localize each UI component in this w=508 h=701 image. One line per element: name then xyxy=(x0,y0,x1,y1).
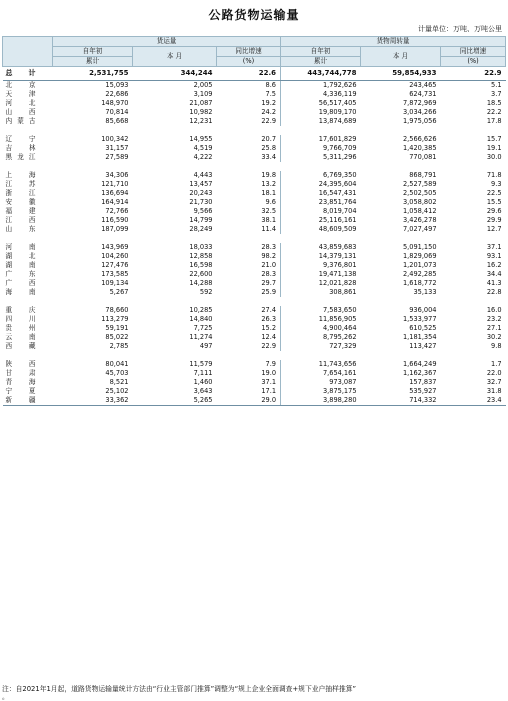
turnover-ytd: 7,654,161 xyxy=(281,369,361,378)
freight-yoy: 26.3 xyxy=(261,315,277,323)
turnover-month: 1,533,977 xyxy=(402,315,437,323)
header-cumulative-2: 累计 xyxy=(281,57,361,67)
header-pct-2: (%) xyxy=(441,57,506,67)
spacer-cell xyxy=(3,351,506,360)
region-name: 广西 xyxy=(5,279,36,287)
turnover-ytd: 308,861 xyxy=(281,288,361,297)
table-row xyxy=(3,387,506,396)
turnover-ytd: 3,875,175 xyxy=(281,387,361,396)
turnover-month: 2,492,285 xyxy=(402,270,437,278)
page-title: 公路货物运输量 xyxy=(208,8,300,22)
freight-month: 21,087 xyxy=(189,99,213,107)
region-name: 青海 xyxy=(5,378,36,386)
freight-ytd: 80,041 xyxy=(105,360,129,368)
turnover-yoy: 15.7 xyxy=(486,135,502,143)
freight-ytd: 59,191 xyxy=(105,324,129,332)
table-row xyxy=(3,189,506,198)
freight-yoy: 9.6 xyxy=(265,198,277,206)
table-row xyxy=(3,360,506,369)
header-yoy-2: 同比增速 xyxy=(441,47,506,57)
header-month: 本 月 xyxy=(133,47,217,67)
header-freight: 货运量 xyxy=(53,37,281,47)
freight-yoy: 27.4 xyxy=(261,306,277,314)
freight-ytd: 121,710 xyxy=(101,180,129,188)
turnover-yoy: 3.7 xyxy=(491,90,502,98)
freight-yoy: 22.9 xyxy=(261,117,277,125)
table-row xyxy=(3,216,506,225)
turnover-yoy: 16.0 xyxy=(486,306,502,314)
freight-yoy: 25.9 xyxy=(261,288,277,296)
region-name: 新疆 xyxy=(3,396,53,406)
region-name: 河北 xyxy=(5,99,36,107)
turnover-month: 1,420,385 xyxy=(402,144,437,152)
unit-label: 计量单位：万吨、万吨公里 xyxy=(418,25,502,33)
freight-month: 592 xyxy=(199,288,213,296)
freight-month: 10,982 xyxy=(189,108,213,116)
turnover-yoy: 22.0 xyxy=(486,369,502,377)
freight-yoy: 29.7 xyxy=(261,279,277,287)
region-name: 陕西 xyxy=(5,360,36,368)
region-name: 山西 xyxy=(5,108,36,116)
region-name: 云南 xyxy=(5,333,36,341)
freight-ytd: 5,267 xyxy=(109,288,129,296)
table-row xyxy=(3,108,506,117)
turnover-yoy: 32.7 xyxy=(486,378,502,386)
freight-ytd: 113,279 xyxy=(101,315,129,323)
turnover-yoy: 16.2 xyxy=(486,261,502,269)
freight-yoy: 19.2 xyxy=(261,99,277,107)
freight-month: 7,725 xyxy=(193,324,213,332)
freight-ytd: 2,785 xyxy=(109,342,129,350)
total-label: 总 计 xyxy=(3,67,53,81)
table-row xyxy=(3,288,506,297)
turnover-ytd: 48,609,509 xyxy=(281,225,361,234)
turnover-ytd: 17,601,829 xyxy=(281,135,361,144)
turnover-yoy: 18.5 xyxy=(486,99,502,107)
table-row xyxy=(3,243,506,252)
freight-month: 11,274 xyxy=(189,333,213,341)
group-spacer xyxy=(3,162,506,171)
table-row xyxy=(3,333,506,342)
freight-ytd: 25,102 xyxy=(105,387,129,395)
spacer-cell xyxy=(3,234,506,243)
region-name: 江西 xyxy=(5,216,36,224)
freight-ytd: 31,157 xyxy=(105,144,129,152)
turnover-month: 535,927 xyxy=(409,387,437,395)
freight-ytd: 100,342 xyxy=(101,135,129,143)
group-spacer xyxy=(3,351,506,360)
freight-yoy: 15.2 xyxy=(261,324,277,332)
turnover-ytd: 25,116,161 xyxy=(281,216,361,225)
turnover-month: 157,837 xyxy=(409,378,437,386)
table-row xyxy=(3,270,506,279)
table-row xyxy=(3,90,506,99)
footnote-tail: 。 xyxy=(2,693,9,701)
turnover-yoy: 30.2 xyxy=(486,333,502,341)
table-row xyxy=(3,378,506,387)
freight-ytd: 136,694 xyxy=(101,189,129,197)
table-row xyxy=(3,315,506,324)
table-row xyxy=(3,225,506,234)
turnover-month: 770,081 xyxy=(409,153,437,161)
freight-month: 4,222 xyxy=(193,153,213,161)
freight-month: 14,955 xyxy=(189,135,213,143)
freight-month: 11,579 xyxy=(189,360,213,368)
turnover-ytd: 973,087 xyxy=(281,378,361,387)
turnover-month: 868,791 xyxy=(409,171,437,179)
region-name: 甘肃 xyxy=(5,369,36,377)
region-name: 四川 xyxy=(5,315,36,323)
header-pct: (%) xyxy=(217,57,281,67)
region-name: 上海 xyxy=(5,171,36,179)
header-cumulative: 累计 xyxy=(53,57,133,67)
region-name: 安徽 xyxy=(5,198,36,206)
turnover-yoy: 22.5 xyxy=(486,189,502,197)
freight-month: 14,840 xyxy=(189,315,213,323)
turnover-ytd: 5,311,296 xyxy=(281,153,361,162)
region-name: 河南 xyxy=(5,243,36,251)
turnover-ytd: 8,795,262 xyxy=(281,333,361,342)
table-row xyxy=(3,261,506,270)
freight-ytd: 143,969 xyxy=(101,243,129,251)
group-spacer xyxy=(3,297,506,306)
freight-yoy: 13.2 xyxy=(261,180,277,188)
freight-month: 497 xyxy=(199,342,213,350)
turnover-yoy: 27.1 xyxy=(486,324,502,332)
freight-yoy: 20.7 xyxy=(261,135,277,143)
table-row xyxy=(3,144,506,153)
turnover-month: 113,427 xyxy=(409,342,437,350)
turnover-yoy: 12.7 xyxy=(486,225,502,233)
freight-month: 4,443 xyxy=(193,171,213,179)
total-turnover-ytd: 443,744,778 xyxy=(281,67,361,81)
freight-ytd: 78,660 xyxy=(105,306,129,314)
freight-month: 14,799 xyxy=(189,216,213,224)
region-name: 广东 xyxy=(5,270,36,278)
freight-yoy: 98.2 xyxy=(261,252,277,260)
turnover-month: 1,162,367 xyxy=(402,369,437,377)
freight-month: 16,598 xyxy=(189,261,213,269)
spacer-cell xyxy=(3,126,506,135)
freight-month: 10,285 xyxy=(189,306,213,314)
table-row xyxy=(3,153,506,162)
turnover-ytd: 23,851,764 xyxy=(281,198,361,207)
header-ytd-2: 自年初 xyxy=(281,47,361,57)
turnover-month: 714,332 xyxy=(361,396,441,406)
freight-ytd: 148,970 xyxy=(101,99,129,107)
table-row xyxy=(3,135,506,144)
turnover-month: 610,525 xyxy=(409,324,437,332)
turnover-yoy: 23.4 xyxy=(441,396,506,406)
freight-month: 7,111 xyxy=(193,369,213,377)
turnover-ytd: 43,859,683 xyxy=(281,243,361,252)
region-name: 重庆 xyxy=(5,306,36,314)
freight-yoy: 18.1 xyxy=(261,189,277,197)
turnover-ytd: 16,547,431 xyxy=(281,189,361,198)
freight-ytd: 127,476 xyxy=(101,261,129,269)
region-name: 吉林 xyxy=(5,144,36,152)
freight-yoy: 38.1 xyxy=(261,216,277,224)
turnover-yoy: 29.9 xyxy=(486,216,502,224)
freight-yoy: 21.0 xyxy=(261,261,277,269)
freight-table xyxy=(2,36,506,406)
freight-month: 12,231 xyxy=(189,117,213,125)
turnover-ytd: 19,471,138 xyxy=(281,270,361,279)
region-name: 天津 xyxy=(5,90,36,98)
header-yoy: 同比增速 xyxy=(217,47,281,57)
turnover-month: 35,133 xyxy=(413,288,437,296)
region-name: 山东 xyxy=(5,225,36,233)
header-month-2: 本 月 xyxy=(361,47,441,67)
table-row xyxy=(3,180,506,189)
region-name: 内蒙古 xyxy=(5,117,36,125)
turnover-ytd: 4,336,119 xyxy=(281,90,361,99)
turnover-month: 1,829,069 xyxy=(402,252,437,260)
table-row xyxy=(3,369,506,378)
turnover-yoy: 22.8 xyxy=(486,288,502,296)
freight-month: 14,288 xyxy=(189,279,213,287)
table-row xyxy=(3,342,506,351)
footnote: 注：自2021年1月起，道路货物运输量统计方法由“行业主管部门推算”调整为“规上企业全面调查+规下业户抽样推算” xyxy=(2,685,357,693)
turnover-ytd: 7,583,650 xyxy=(281,306,361,315)
region-name: 福建 xyxy=(5,207,36,215)
table-row xyxy=(3,324,506,333)
freight-yoy: 11.4 xyxy=(261,225,277,233)
freight-yoy: 32.5 xyxy=(261,207,277,215)
freight-ytd: 173,585 xyxy=(101,270,129,278)
region-name: 浙江 xyxy=(5,189,36,197)
freight-yoy: 7.5 xyxy=(265,90,277,98)
freight-yoy: 24.2 xyxy=(261,108,277,116)
turnover-yoy: 31.8 xyxy=(486,387,502,395)
freight-month: 3,643 xyxy=(193,387,213,395)
turnover-ytd: 11,743,656 xyxy=(281,360,361,369)
freight-month: 3,109 xyxy=(193,90,213,98)
freight-ytd: 187,099 xyxy=(101,225,129,233)
turnover-yoy: 22.2 xyxy=(486,108,502,116)
freight-yoy: 19.8 xyxy=(261,171,277,179)
total-turnover-month: 59,854,933 xyxy=(361,67,441,81)
freight-ytd: 85,668 xyxy=(105,117,129,125)
turnover-ytd: 1,792,626 xyxy=(281,81,361,91)
region-name: 湖南 xyxy=(5,261,36,269)
freight-ytd: 27,589 xyxy=(105,153,129,161)
total-freight-ytd: 2,531,755 xyxy=(53,67,133,81)
freight-yoy: 12.4 xyxy=(261,333,277,341)
freight-yoy: 25.8 xyxy=(261,144,277,152)
turnover-month: 1,664,249 xyxy=(402,360,437,368)
freight-month: 18,033 xyxy=(189,243,213,251)
turnover-month: 5,091,150 xyxy=(402,243,437,251)
turnover-ytd: 12,021,828 xyxy=(281,279,361,288)
freight-ytd: 45,703 xyxy=(105,369,129,377)
turnover-month: 1,181,354 xyxy=(402,333,437,341)
turnover-yoy: 30.0 xyxy=(486,153,502,161)
freight-month: 9,566 xyxy=(193,207,213,215)
turnover-ytd: 13,874,689 xyxy=(281,117,361,126)
region-name: 海南 xyxy=(5,288,36,296)
turnover-month: 7,872,969 xyxy=(402,99,437,107)
freight-ytd: 164,914 xyxy=(101,198,129,206)
freight-ytd: 72,766 xyxy=(105,207,129,215)
spacer-cell xyxy=(3,297,506,306)
freight-ytd: 109,134 xyxy=(101,279,129,287)
freight-month: 1,460 xyxy=(193,378,213,386)
freight-yoy: 19.0 xyxy=(261,369,277,377)
freight-month: 4,519 xyxy=(193,144,213,152)
freight-yoy: 8.6 xyxy=(265,81,277,89)
table-row xyxy=(3,207,506,216)
freight-yoy: 28.3 xyxy=(261,243,277,251)
freight-month: 2,005 xyxy=(193,81,213,89)
table-row xyxy=(3,99,506,108)
turnover-yoy: 19.1 xyxy=(486,144,502,152)
turnover-yoy: 71.8 xyxy=(486,171,502,179)
freight-yoy: 22.9 xyxy=(261,342,277,350)
turnover-yoy: 37.1 xyxy=(486,243,502,251)
turnover-month: 243,465 xyxy=(409,81,437,89)
turnover-yoy: 93.1 xyxy=(486,252,502,260)
turnover-ytd: 11,856,905 xyxy=(281,315,361,324)
freight-month: 20,243 xyxy=(189,189,213,197)
spacer-cell xyxy=(3,162,506,171)
turnover-month: 3,058,802 xyxy=(402,198,437,206)
turnover-yoy: 23.2 xyxy=(486,315,502,323)
turnover-ytd: 14,379,131 xyxy=(281,252,361,261)
freight-month: 22,600 xyxy=(189,270,213,278)
table-row xyxy=(3,81,506,91)
table-row xyxy=(3,117,506,126)
turnover-ytd: 8,019,704 xyxy=(281,207,361,216)
turnover-ytd: 4,900,464 xyxy=(281,324,361,333)
turnover-month: 624,731 xyxy=(409,90,437,98)
group-spacer xyxy=(3,234,506,243)
turnover-yoy: 29.6 xyxy=(486,207,502,215)
turnover-ytd: 9,766,709 xyxy=(281,144,361,153)
turnover-month: 1,618,772 xyxy=(402,279,437,287)
region-name: 黑龙江 xyxy=(5,153,36,161)
turnover-month: 2,527,589 xyxy=(402,180,437,188)
freight-ytd: 70,814 xyxy=(105,108,129,116)
region-name: 江苏 xyxy=(5,180,36,188)
freight-month: 21,730 xyxy=(189,198,213,206)
turnover-month: 3,034,266 xyxy=(402,108,437,116)
turnover-month: 1,058,412 xyxy=(402,207,437,215)
turnover-yoy: 34.4 xyxy=(486,270,502,278)
turnover-ytd: 6,769,350 xyxy=(281,171,361,180)
freight-month: 13,457 xyxy=(189,180,213,188)
table-row xyxy=(3,279,506,288)
freight-yoy: 17.1 xyxy=(261,387,277,395)
region-name: 西藏 xyxy=(5,342,36,350)
freight-ytd: 22,686 xyxy=(105,90,129,98)
freight-yoy: 33.4 xyxy=(261,153,277,161)
turnover-yoy: 17.8 xyxy=(486,117,502,125)
freight-month: 12,858 xyxy=(189,252,213,260)
freight-month: 28,249 xyxy=(189,225,213,233)
header-region xyxy=(3,37,53,67)
turnover-yoy: 41.3 xyxy=(486,279,502,287)
turnover-month: 1,975,056 xyxy=(402,117,437,125)
freight-ytd: 116,590 xyxy=(101,216,129,224)
table-row xyxy=(3,198,506,207)
table-row xyxy=(3,306,506,315)
turnover-month: 936,004 xyxy=(409,306,437,314)
turnover-ytd: 24,395,604 xyxy=(281,180,361,189)
turnover-ytd: 19,809,170 xyxy=(281,108,361,117)
total-freight-month: 344,244 xyxy=(133,67,217,81)
region-name: 湖北 xyxy=(5,252,36,260)
table-body xyxy=(3,67,506,406)
header-turnover: 货物周转量 xyxy=(281,37,506,47)
freight-yoy: 28.3 xyxy=(261,270,277,278)
freight-ytd: 104,260 xyxy=(101,252,129,260)
freight-yoy: 7.9 xyxy=(265,360,277,368)
turnover-yoy: 5.1 xyxy=(491,81,502,89)
region-name: 宁夏 xyxy=(5,387,36,395)
table-row xyxy=(3,171,506,180)
group-spacer xyxy=(3,126,506,135)
turnover-yoy: 9.3 xyxy=(491,180,502,188)
turnover-month: 7,027,497 xyxy=(402,225,437,233)
total-row xyxy=(3,67,506,81)
freight-month: 5,265 xyxy=(133,396,217,406)
turnover-ytd: 9,376,801 xyxy=(281,261,361,270)
freight-ytd: 33,362 xyxy=(53,396,133,406)
freight-yoy: 37.1 xyxy=(261,378,277,386)
total-freight-yoy: 22.6 xyxy=(217,67,281,81)
turnover-ytd: 727,329 xyxy=(281,342,361,351)
freight-ytd: 15,093 xyxy=(105,81,129,89)
freight-ytd: 34,306 xyxy=(105,171,129,179)
turnover-month: 2,566,626 xyxy=(402,135,437,143)
turnover-yoy: 1.7 xyxy=(491,360,502,368)
freight-ytd: 8,521 xyxy=(109,378,129,386)
turnover-month: 3,426,278 xyxy=(402,216,437,224)
freight-yoy: 29.0 xyxy=(217,396,281,406)
turnover-yoy: 9.8 xyxy=(491,342,502,350)
turnover-ytd: 56,517,405 xyxy=(281,99,361,108)
region-name: 贵州 xyxy=(5,324,36,332)
table-row xyxy=(3,252,506,261)
total-turnover-yoy: 22.9 xyxy=(441,67,506,81)
header-ytd: 自年初 xyxy=(53,47,133,57)
turnover-yoy: 15.5 xyxy=(486,198,502,206)
freight-ytd: 85,022 xyxy=(105,333,129,341)
region-name: 北京 xyxy=(5,81,36,89)
region-name: 辽宁 xyxy=(5,135,36,143)
table-row xyxy=(3,396,506,406)
turnover-month: 2,502,505 xyxy=(402,189,437,197)
turnover-month: 1,201,073 xyxy=(402,261,437,269)
turnover-ytd: 3,898,280 xyxy=(281,396,361,406)
